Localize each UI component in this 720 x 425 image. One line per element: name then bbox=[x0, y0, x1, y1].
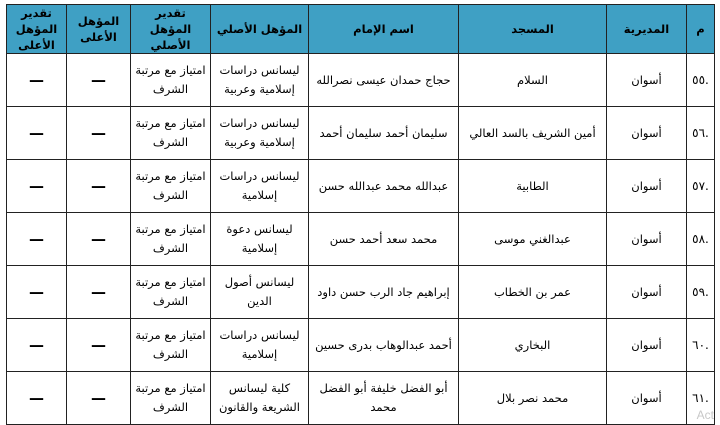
cell-higher-qual: — bbox=[67, 319, 131, 372]
header-mosque: المسجد bbox=[459, 5, 607, 54]
header-qualification: المؤهل الأصلي bbox=[211, 5, 309, 54]
cell-imam: محمد سعد أحمد حسن bbox=[309, 213, 459, 266]
cell-higher-grade: — bbox=[7, 266, 67, 319]
cell-qualification: ليسانس دراسات إسلامية وعربية bbox=[211, 107, 309, 160]
cell-higher-grade: — bbox=[7, 107, 67, 160]
table-header-row bbox=[7, 5, 715, 54]
cell-directorate: أسوان bbox=[607, 319, 687, 372]
table-row bbox=[7, 213, 715, 266]
cell-higher-qual: — bbox=[67, 266, 131, 319]
cell-higher-qual: — bbox=[67, 54, 131, 107]
cell-mosque: أمين الشريف بالسد العالي bbox=[459, 107, 607, 160]
cell-imam: إبراهيم جاد الرب حسن داود bbox=[309, 266, 459, 319]
cell-qualification: ليسانس دعوة إسلامية bbox=[211, 213, 309, 266]
watermark-text: Act bbox=[696, 408, 714, 422]
table-body bbox=[7, 54, 715, 425]
header-num: م bbox=[687, 5, 715, 54]
cell-higher-grade: — bbox=[7, 372, 67, 425]
cell-higher-qual: — bbox=[67, 107, 131, 160]
header-higher-qual: المؤهل الأعلى bbox=[67, 5, 131, 54]
header-qual-grade: تقدير المؤهل الأصلي bbox=[131, 5, 211, 54]
cell-qualification: ليسانس دراسات إسلامية bbox=[211, 160, 309, 213]
cell-imam: أحمد عبدالوهاب بدرى حسين bbox=[309, 319, 459, 372]
cell-qual-grade: امتياز مع مرتبة الشرف bbox=[131, 54, 211, 107]
cell-qual-grade: امتياز مع مرتبة الشرف bbox=[131, 319, 211, 372]
cell-num: .٥٩ bbox=[687, 266, 715, 319]
cell-qualification: ليسانس أصول الدين bbox=[211, 266, 309, 319]
cell-qualification: ليسانس دراسات إسلامية وعربية bbox=[211, 54, 309, 107]
cell-higher-qual: — bbox=[67, 213, 131, 266]
cell-qual-grade: امتياز مع مرتبة الشرف bbox=[131, 372, 211, 425]
cell-imam: حجاج حمدان عيسى نصرالله bbox=[309, 54, 459, 107]
cell-higher-grade: — bbox=[7, 213, 67, 266]
cell-higher-grade: — bbox=[7, 160, 67, 213]
cell-qualification: ليسانس دراسات إسلامية bbox=[211, 319, 309, 372]
header-higher-grade: تقدير المؤهل الأعلى bbox=[7, 5, 67, 54]
cell-higher-qual: — bbox=[67, 372, 131, 425]
table-row bbox=[7, 266, 715, 319]
cell-num: .٥٥ bbox=[687, 54, 715, 107]
cell-num: .٥٧ bbox=[687, 160, 715, 213]
header-directorate: المديرية bbox=[607, 5, 687, 54]
table-row bbox=[7, 160, 715, 213]
cell-num: .٥٨ bbox=[687, 213, 715, 266]
cell-qual-grade: امتياز مع مرتبة الشرف bbox=[131, 160, 211, 213]
cell-directorate: أسوان bbox=[607, 266, 687, 319]
cell-qualification: كلية ليسانس الشريعة والقانون bbox=[211, 372, 309, 425]
cell-imam: أبو الفضل خليفة أبو الفضل محمد bbox=[309, 372, 459, 425]
table-row bbox=[7, 107, 715, 160]
cell-directorate: أسوان bbox=[607, 213, 687, 266]
table-row bbox=[7, 54, 715, 107]
cell-qual-grade: امتياز مع مرتبة الشرف bbox=[131, 107, 211, 160]
cell-directorate: أسوان bbox=[607, 54, 687, 107]
cell-higher-grade: — bbox=[7, 54, 67, 107]
cell-imam: عبدالله محمد عبدالله حسن bbox=[309, 160, 459, 213]
cell-num: .٦٠ bbox=[687, 319, 715, 372]
cell-mosque: محمد نصر بلال bbox=[459, 372, 607, 425]
header-imam: اسم الإمام bbox=[309, 5, 459, 54]
cell-mosque: عبدالغني موسى bbox=[459, 213, 607, 266]
cell-num: .٦١ bbox=[687, 372, 715, 425]
cell-directorate: أسوان bbox=[607, 160, 687, 213]
cell-mosque: البخاري bbox=[459, 319, 607, 372]
cell-mosque: السلام bbox=[459, 54, 607, 107]
cell-directorate: أسوان bbox=[607, 107, 687, 160]
cell-qual-grade: امتياز مع مرتبة الشرف bbox=[131, 266, 211, 319]
table-row bbox=[7, 319, 715, 372]
cell-imam: سليمان أحمد سليمان أحمد bbox=[309, 107, 459, 160]
cell-higher-qual: — bbox=[67, 160, 131, 213]
cell-mosque: عمر بن الخطاب bbox=[459, 266, 607, 319]
imams-table bbox=[6, 4, 715, 425]
cell-directorate: أسوان bbox=[607, 372, 687, 425]
cell-num: .٥٦ bbox=[687, 107, 715, 160]
table-row bbox=[7, 372, 715, 425]
cell-mosque: الطابية bbox=[459, 160, 607, 213]
cell-higher-grade: — bbox=[7, 319, 67, 372]
cell-qual-grade: امتياز مع مرتبة الشرف bbox=[131, 213, 211, 266]
